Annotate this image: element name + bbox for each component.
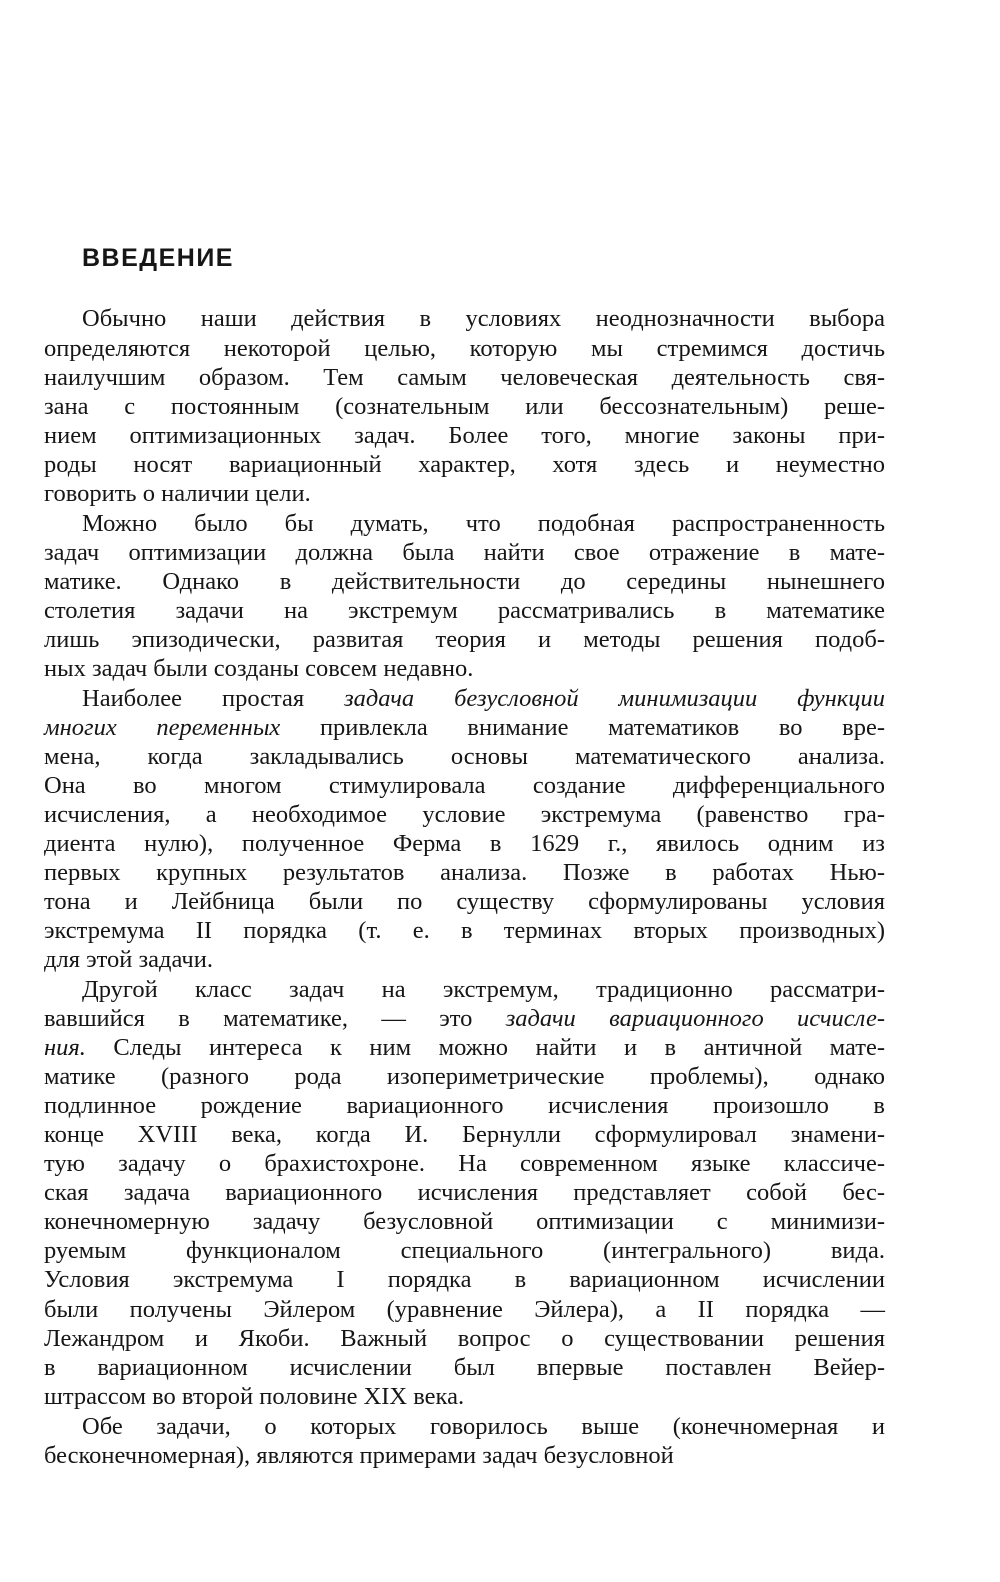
text-line: определяются некоторой целью, которую мы стремимся достичь [44,335,885,362]
text-line: нием оптимизационных задач. Более того, многие законы при- [44,422,885,449]
text-line: наилучшим образом. Тем самым человеческая деятельность свя- [44,364,885,391]
text-line: Можно было бы думать, что подобная распространенность [82,510,885,537]
text-line [82,684,885,714]
text-line: исчисления, а необходимое условие экстремума (равенство гра- [44,801,885,828]
text-run: Наиболее простая [82,685,345,712]
text-run: Следы интереса к ним можно найти и в античной мате- [85,1034,885,1061]
text-line: матике. Однако в действительности до середины нынешнего [44,568,885,595]
text-line: первых крупных результатов анализа. Позже в работах Нью- [44,859,885,886]
italic-term: ния. [44,1034,86,1061]
text-line: были получены Эйлером (уравнение Эйлера), а II порядка — [44,1296,885,1323]
text-line: тона и Лейбница были по существу сформулированы условия [44,888,885,915]
italic-term: задача безусловной минимизации функции [344,685,885,712]
text-line: тую задачу о брахистохроне. На современном языке классиче- [44,1150,885,1177]
text-line: штрассом во второй половине XIX века. [44,1383,465,1410]
text-line: ская задача вариационного исчисления представляет собой бес- [44,1179,885,1206]
text-line: экстремума II порядка (т. е. в терминах вторых производных) [44,917,885,944]
text-line: задач оптимизации должна была найти свое отражение в мате- [44,539,885,566]
text-line [44,713,885,743]
text-line: зана с постоянным (сознательным или бессознательным) реше- [44,393,885,420]
text-line: ных задач были созданы совсем недавно. [44,655,474,682]
chapter-heading: ВВЕДЕНИЕ [82,244,234,272]
text-run: привлекла внимание математиков во вре- [280,714,885,741]
text-line: Другой класс задач на экстремум, традиционно рассматри- [82,976,885,1003]
text-line: Обе задачи, о которых говорилось выше (конечномерная и [82,1413,885,1440]
text-line: конечномерную задачу безусловной оптимизации с минимизи- [44,1208,885,1235]
text-line: в вариационном исчислении был впервые поставлен Вейер- [44,1354,885,1381]
text-run: вавшийся в математике, — это [44,1005,506,1032]
text-line [44,1004,885,1034]
text-line: бесконечномерная), являются примерами задач безусловной [44,1442,674,1469]
italic-term: многих переменных [44,714,281,741]
text-line: Обычно наши действия в условиях неоднозначности выбора [82,305,885,332]
text-line: конце XVIII века, когда И. Бернулли сформулировал знамени- [44,1121,885,1148]
text-line: подлинное рождение вариационного исчисления произошло в [44,1092,885,1119]
text-line: столетия задачи на экстремум рассматривались в математике [44,597,885,624]
text-line: руемым функционалом специального (интегрального) вида. [44,1237,885,1264]
text-line: мена, когда закладывались основы математического анализа. [44,743,885,770]
text-line: для этой задачи. [44,946,213,973]
text-line: матике (разного рода изопериметрические проблемы), однако [44,1063,885,1090]
text-line [44,1033,885,1063]
text-line: роды носят вариационный характер, хотя здесь и неуместно [44,451,885,478]
text-line: Она во многом стимулировала создание дифференциального [44,772,885,799]
text-line: лишь эпизодически, развитая теория и методы решения подоб- [44,626,885,653]
italic-term: задачи вариационного исчисле- [505,1005,886,1032]
text-line: диента нулю), полученное Ферма в 1629 г., явилось одним из [44,830,885,857]
text-line: говорить о наличии цели. [44,480,311,507]
text-line: Условия экстремума I порядка в вариационном исчислении [44,1266,885,1293]
text-line: Лежандром и Якоби. Важный вопрос о существовании решения [44,1325,885,1352]
